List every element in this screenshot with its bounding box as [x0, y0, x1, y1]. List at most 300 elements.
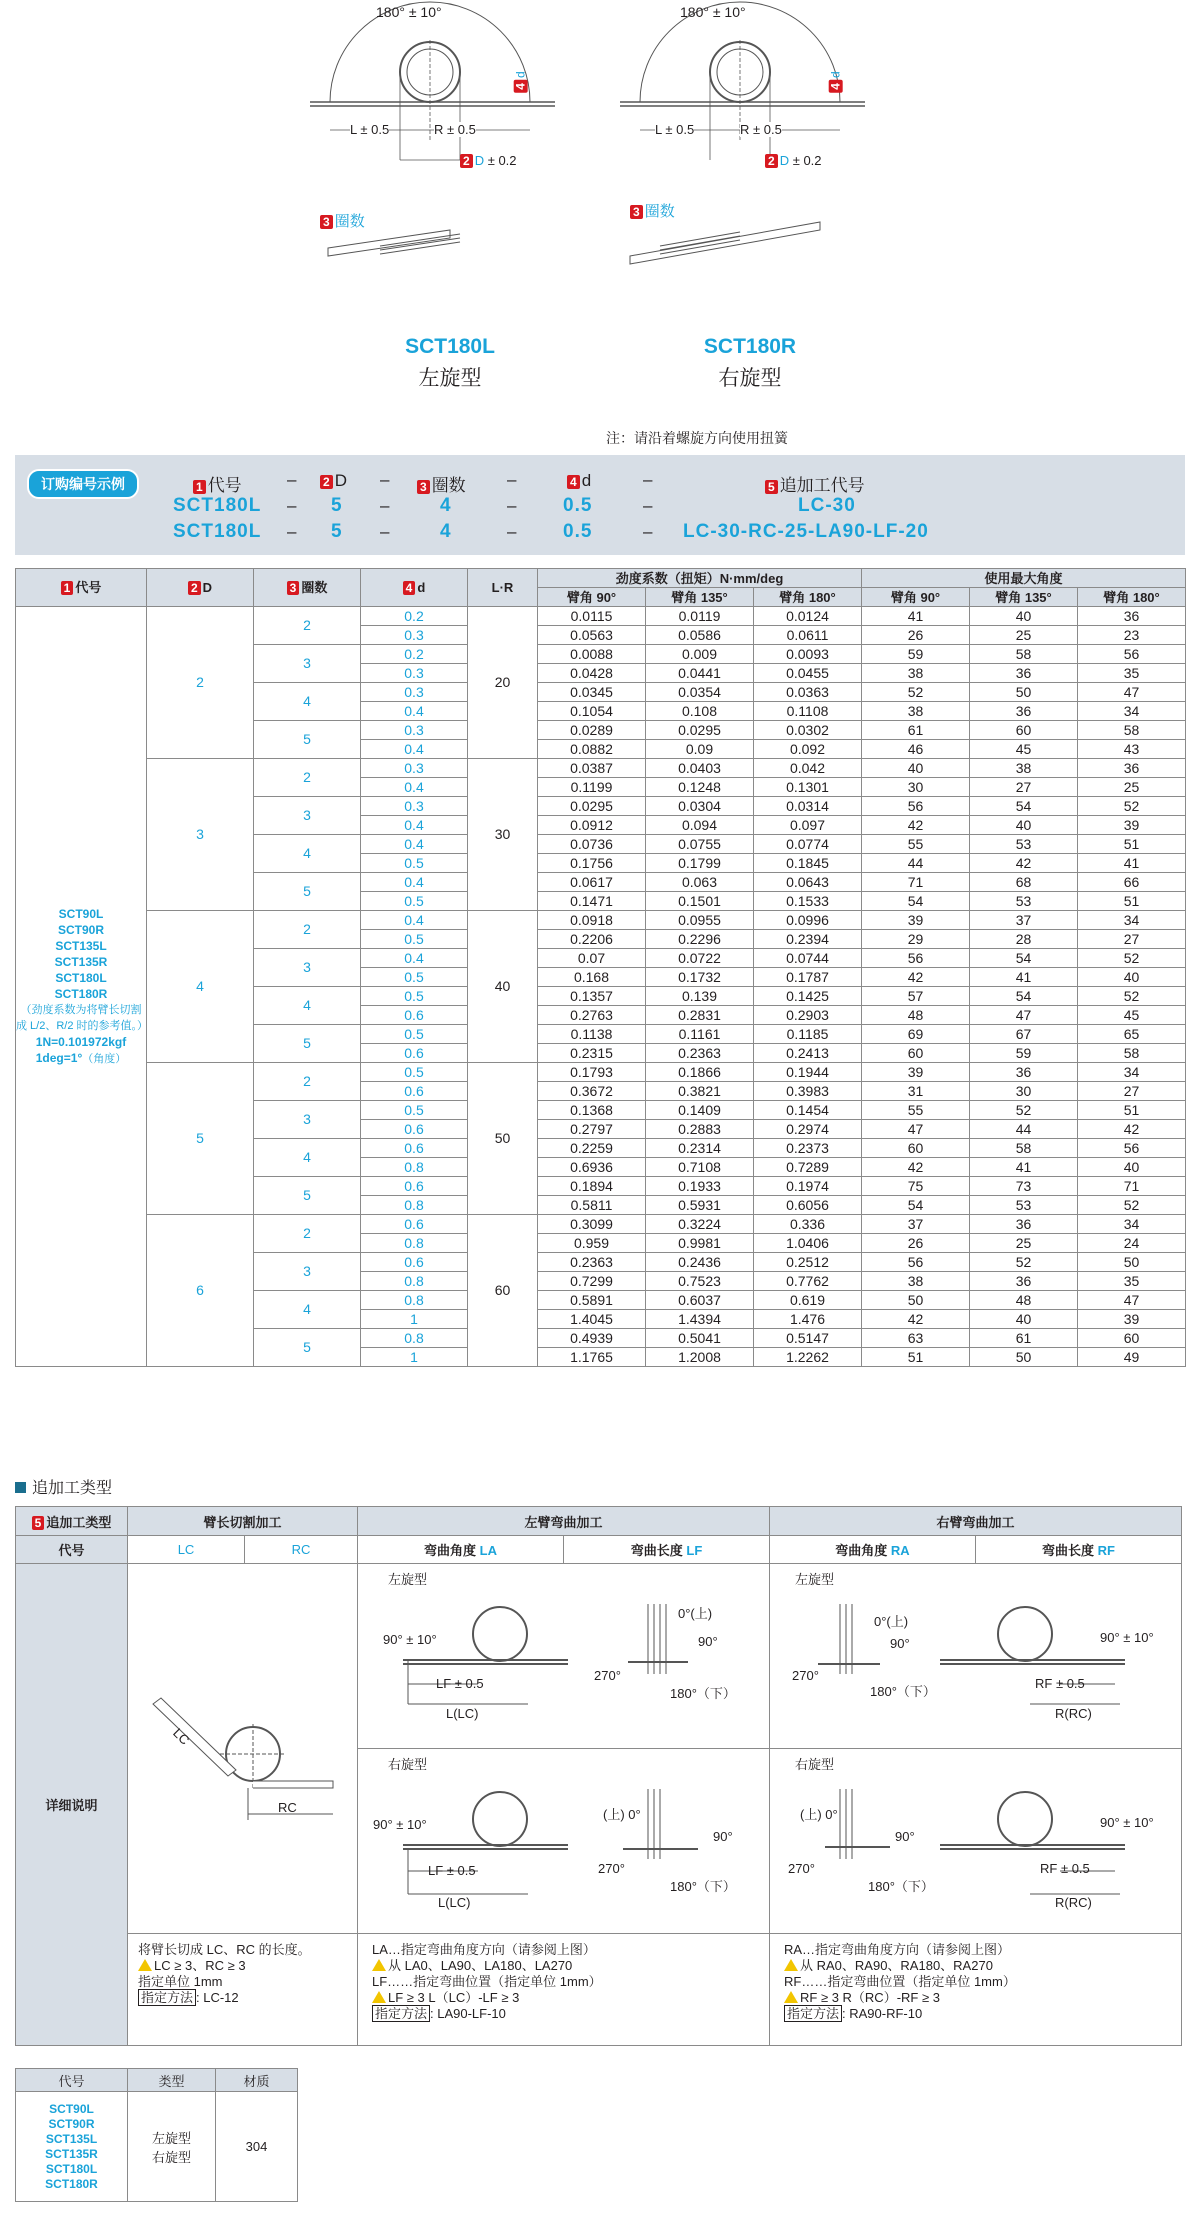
- wire-d-cell: 0.4: [361, 835, 468, 854]
- col-angle-135: 臂角 135°: [970, 588, 1078, 607]
- model-left-type: 左旋型: [418, 367, 482, 390]
- wire-d-cell: 0.8: [361, 1329, 468, 1348]
- max-angle-cell: 30: [970, 1082, 1078, 1101]
- max-angle-cell: 47: [1078, 1291, 1186, 1310]
- wire-d-cell: 0.6: [361, 1120, 468, 1139]
- wire-d-cell: 0.4: [361, 949, 468, 968]
- stiffness-cell: 0.1138: [538, 1025, 646, 1044]
- wire-d-label: 4d: [829, 71, 843, 92]
- stiffness-cell: 0.9981: [646, 1234, 754, 1253]
- max-angle-cell: 34: [1078, 702, 1186, 721]
- max-angle-cell: 39: [862, 911, 970, 930]
- max-angle-cell: 27: [1078, 1082, 1186, 1101]
- max-angle-cell: 59: [862, 645, 970, 664]
- d-outer-tolerance: 2 D ± 0.2: [765, 153, 822, 168]
- stiffness-cell: 0.5811: [538, 1196, 646, 1215]
- max-angle-cell: 30: [862, 778, 970, 797]
- wire-d-cell: 1: [361, 1310, 468, 1329]
- stiffness-cell: 0.0882: [538, 740, 646, 759]
- left-bend-header: 左臂弯曲加工: [358, 1507, 770, 1536]
- stiffness-cell: 0.2315: [538, 1044, 646, 1063]
- order-header-coils: 3 圈数: [417, 471, 466, 496]
- coil-count-cell: 4: [254, 835, 361, 873]
- order-row2-code: SCT180L: [173, 521, 262, 542]
- wire-d-cell: 0.5: [361, 930, 468, 949]
- max-angle-cell: 45: [1078, 1006, 1186, 1025]
- max-angle-cell: 56: [862, 949, 970, 968]
- stiffness-cell: 0.1793: [538, 1063, 646, 1082]
- wire-d-cell: 0.3: [361, 683, 468, 702]
- cut-header: 臂长切割加工: [128, 1507, 358, 1536]
- stiffness-cell: 0.2763: [538, 1006, 646, 1025]
- coil-count-cell: 2: [254, 759, 361, 797]
- max-angle-cell: 50: [970, 683, 1078, 702]
- max-angle-cell: 54: [862, 892, 970, 911]
- stiffness-cell: 0.0441: [646, 664, 754, 683]
- stiffness-cell: 0.09: [646, 740, 754, 759]
- max-angle-cell: 56: [862, 797, 970, 816]
- wire-d-cell: 0.6: [361, 1082, 468, 1101]
- order-example: 订购编号示例 1 代号 2 D 3 圈数 4 d 5 追加工代号 – – – – SCT180L – 5 – 4 – 0.5 – LC-30 SCT180L – 5 – 4 – 0.5 – LC-30-RC-25-LA90-LF-20: [15, 455, 1185, 555]
- max-angle-cell: 71: [1078, 1177, 1186, 1196]
- order-row1-code: SCT180L: [173, 495, 262, 516]
- material-table: [15, 2068, 298, 2202]
- stiffness-cell: 1.1765: [538, 1348, 646, 1367]
- coil-count-cell: 4: [254, 1291, 361, 1329]
- stiffness-cell: 0.0387: [538, 759, 646, 778]
- series-codes-cell: SCT90L SCT90R SCT135L SCT135R SCT180L SCT180R （劲度系数为将臂长切割成 L/2、R/2 时的参考值。） 1N=0.101972kgf 1deg=1°（角度）: [16, 607, 147, 1367]
- stiffness-cell: 0.2363: [646, 1044, 754, 1063]
- stiffness-cell: 0.1471: [538, 892, 646, 911]
- max-angle-cell: 34: [1078, 911, 1186, 930]
- stiffness-cell: 0.2259: [538, 1139, 646, 1158]
- max-angle-cell: 40: [970, 816, 1078, 835]
- coil-count-label: 3 圈数: [320, 210, 365, 231]
- order-row1-coils: 4: [440, 495, 452, 516]
- wire-d-cell: 0.5: [361, 892, 468, 911]
- stiffness-cell: 0.042: [754, 759, 862, 778]
- right-bend-description: RA…指定弯曲角度方向（请参阅上图） 从 RA0、RA90、RA180、RA270 RF……指定弯曲位置（指定单位 1mm） RF ≥ 3 R（RC）-RF ≥ 3 指定方法 : RA90-RF-10: [770, 1934, 1182, 2046]
- max-angle-cell: 51: [862, 1348, 970, 1367]
- stiffness-cell: 0.139: [646, 987, 754, 1006]
- stiffness-cell: 0.0722: [646, 949, 754, 968]
- stiffness-cell: 0.2512: [754, 1253, 862, 1272]
- wire-d-cell: 0.4: [361, 778, 468, 797]
- max-angle-cell: 55: [862, 835, 970, 854]
- stiffness-cell: 0.3099: [538, 1215, 646, 1234]
- outer-d-cell: 6: [147, 1215, 254, 1367]
- max-angle-cell: 52: [970, 1101, 1078, 1120]
- lr-cell: 40: [468, 911, 538, 1063]
- max-angle-cell: 28: [970, 930, 1078, 949]
- max-angle-cell: 52: [1078, 1196, 1186, 1215]
- coil-count-cell: 3: [254, 949, 361, 987]
- order-row1-wire: 0.5: [563, 495, 593, 516]
- stiffness-cell: 0.168: [538, 968, 646, 987]
- max-angle-cell: 44: [970, 1120, 1078, 1139]
- stiffness-cell: 0.3821: [646, 1082, 754, 1101]
- stiffness-cell: 0.0302: [754, 721, 862, 740]
- right-bend-header: 右臂弯曲加工: [770, 1507, 1182, 1536]
- mat-material: 304: [216, 2092, 298, 2202]
- max-angle-cell: 67: [970, 1025, 1078, 1044]
- stiffness-cell: 0.5041: [646, 1329, 754, 1348]
- stiffness-cell: 0.6056: [754, 1196, 862, 1215]
- stiffness-cell: 0.1185: [754, 1025, 862, 1044]
- max-angle-cell: 51: [1078, 835, 1186, 854]
- spec-row: [16, 1063, 1186, 1082]
- stiffness-cell: 0.092: [754, 740, 862, 759]
- stiffness-cell: 0.2903: [754, 1006, 862, 1025]
- max-angle-cell: 73: [970, 1177, 1078, 1196]
- max-angle-cell: 35: [1078, 1272, 1186, 1291]
- stiffness-cell: 0.1054: [538, 702, 646, 721]
- lc-label: LC: [170, 1725, 193, 1748]
- wire-d-cell: 0.4: [361, 702, 468, 721]
- max-angle-cell: 36: [1078, 607, 1186, 626]
- max-angle-cell: 39: [1078, 1310, 1186, 1329]
- lr-cell: 60: [468, 1215, 538, 1367]
- code-rc: RC: [245, 1536, 358, 1564]
- max-angle-cell: 39: [862, 1063, 970, 1082]
- proc-code-label: 代号: [16, 1536, 128, 1564]
- stiffness-cell: 0.1799: [646, 854, 754, 873]
- left-hand-spring-diagram: [290, 0, 590, 300]
- stiffness-cell: 0.0611: [754, 626, 862, 645]
- max-angle-cell: 45: [970, 740, 1078, 759]
- stiffness-cell: 1.4045: [538, 1310, 646, 1329]
- stiffness-cell: 0.2436: [646, 1253, 754, 1272]
- max-angle-cell: 53: [970, 892, 1078, 911]
- stiffness-cell: 0.7299: [538, 1272, 646, 1291]
- max-angle-cell: 50: [862, 1291, 970, 1310]
- max-angle-cell: 36: [1078, 759, 1186, 778]
- max-angle-cell: 37: [970, 911, 1078, 930]
- stiffness-cell: 0.0428: [538, 664, 646, 683]
- stiffness-cell: 0.1368: [538, 1101, 646, 1120]
- stiffness-cell: 0.2413: [754, 1044, 862, 1063]
- stiffness-cell: 0.1787: [754, 968, 862, 987]
- max-angle-cell: 27: [970, 778, 1078, 797]
- max-angle-cell: 52: [1078, 797, 1186, 816]
- max-angle-cell: 37: [862, 1215, 970, 1234]
- max-angle-cell: 52: [970, 1253, 1078, 1272]
- wire-d-cell: 0.5: [361, 854, 468, 873]
- stiffness-cell: 0.063: [646, 873, 754, 892]
- outer-d-cell: 5: [147, 1063, 254, 1215]
- stiffness-cell: 0.0295: [538, 797, 646, 816]
- lr-cell: 20: [468, 607, 538, 759]
- stiffness-cell: 0.0295: [646, 721, 754, 740]
- stiffness-cell: 0.0755: [646, 835, 754, 854]
- max-angle-cell: 71: [862, 873, 970, 892]
- stiffness-cell: 0.0617: [538, 873, 646, 892]
- wire-d-cell: 0.6: [361, 1253, 468, 1272]
- max-angle-cell: 60: [1078, 1329, 1186, 1348]
- col-angle-90: 臂角 90°: [862, 588, 970, 607]
- coil-count-cell: 3: [254, 1253, 361, 1291]
- max-angle-cell: 63: [862, 1329, 970, 1348]
- wire-d-cell: 0.6: [361, 1139, 468, 1158]
- spec-table: [15, 568, 1186, 1367]
- angle-label: 180° ± 10°: [376, 4, 442, 20]
- stiffness-cell: 0.3224: [646, 1215, 754, 1234]
- stiffness-cell: 0.1161: [646, 1025, 754, 1044]
- max-angle-cell: 40: [862, 759, 970, 778]
- order-example-pill: 订购编号示例: [27, 469, 139, 499]
- stiffness-cell: 0.2363: [538, 1253, 646, 1272]
- max-angle-cell: 36: [970, 702, 1078, 721]
- max-angle-cell: 41: [1078, 854, 1186, 873]
- coil-count-cell: 5: [254, 1025, 361, 1063]
- col-stiff-135: 臂角 135°: [646, 588, 754, 607]
- max-angle-cell: 57: [862, 987, 970, 1006]
- wire-d-cell: 0.6: [361, 1006, 468, 1025]
- max-angle-cell: 27: [1078, 930, 1186, 949]
- max-angle-cell: 56: [1078, 1139, 1186, 1158]
- wire-d-cell: 0.3: [361, 797, 468, 816]
- max-angle-cell: 54: [862, 1196, 970, 1215]
- max-angle-cell: 54: [970, 987, 1078, 1006]
- coil-count-cell: 2: [254, 911, 361, 949]
- lr-cell: 50: [468, 1063, 538, 1215]
- max-angle-cell: 35: [1078, 664, 1186, 683]
- max-angle-cell: 42: [862, 968, 970, 987]
- coil-count-cell: 2: [254, 1215, 361, 1253]
- r-tolerance: R ± 0.5: [740, 122, 782, 137]
- stiffness-cell: 0.108: [646, 702, 754, 721]
- spec-row: [16, 911, 1186, 930]
- stiffness-cell: 0.959: [538, 1234, 646, 1253]
- section-title: 追加工类型: [15, 1475, 112, 1498]
- stiffness-cell: 0.1944: [754, 1063, 862, 1082]
- max-angle-cell: 48: [862, 1006, 970, 1025]
- stiffness-cell: 0.1301: [754, 778, 862, 797]
- stiffness-cell: 0.0119: [646, 607, 754, 626]
- stiffness-cell: 0.0088: [538, 645, 646, 664]
- max-angle-cell: 36: [970, 1215, 1078, 1234]
- stiffness-cell: 1.0406: [754, 1234, 862, 1253]
- max-angle-cell: 61: [970, 1329, 1078, 1348]
- stiffness-cell: 0.0304: [646, 797, 754, 816]
- mat-col-code: 代号: [16, 2069, 128, 2092]
- stiffness-cell: 1.2008: [646, 1348, 754, 1367]
- max-angle-cell: 24: [1078, 1234, 1186, 1253]
- max-angle-cell: 26: [862, 1234, 970, 1253]
- max-angle-cell: 34: [1078, 1215, 1186, 1234]
- stiffness-cell: 0.7762: [754, 1272, 862, 1291]
- order-row2-d: 5: [331, 521, 343, 542]
- order-row1-extra: LC-30: [798, 495, 856, 516]
- max-angle-cell: 42: [862, 1310, 970, 1329]
- coil-count-cell: 2: [254, 607, 361, 645]
- stiffness-cell: 0.07: [538, 949, 646, 968]
- stiffness-cell: 0.0403: [646, 759, 754, 778]
- wire-d-cell: 0.8: [361, 1234, 468, 1253]
- left-bend-fig-lh: 左旋型 90° ± 10° LF ± 0.5 L(LC) 0°(上) 90° 270° 180°（下）: [358, 1564, 770, 1749]
- max-angle-cell: 40: [1078, 1158, 1186, 1177]
- max-angle-cell: 54: [970, 797, 1078, 816]
- stiffness-cell: 0.1454: [754, 1101, 862, 1120]
- stiffness-cell: 0.7289: [754, 1158, 862, 1177]
- mat-types: 左旋型 右旋型: [128, 2092, 216, 2202]
- max-angle-cell: 56: [862, 1253, 970, 1272]
- l-tolerance: L ± 0.5: [655, 122, 695, 137]
- max-angle-cell: 38: [862, 664, 970, 683]
- stiffness-cell: 0.1425: [754, 987, 862, 1006]
- stiffness-cell: 0.0354: [646, 683, 754, 702]
- right-hand-spring-diagram: [600, 0, 900, 300]
- max-angle-cell: 31: [862, 1082, 970, 1101]
- max-angle-cell: 25: [970, 1234, 1078, 1253]
- stiffness-cell: 0.0912: [538, 816, 646, 835]
- max-angle-cell: 40: [1078, 968, 1186, 987]
- coil-count-cell: 5: [254, 873, 361, 911]
- stiffness-cell: 0.6936: [538, 1158, 646, 1177]
- coil-count-cell: 4: [254, 683, 361, 721]
- max-angle-cell: 65: [1078, 1025, 1186, 1044]
- wire-d-cell: 0.5: [361, 1063, 468, 1082]
- wire-d-cell: 0.8: [361, 1196, 468, 1215]
- max-angle-cell: 29: [862, 930, 970, 949]
- max-angle-cell: 38: [862, 702, 970, 721]
- stiffness-cell: 0.2797: [538, 1120, 646, 1139]
- rc-label: RC: [278, 1800, 297, 1815]
- usage-note: 注：请沿着螺旋方向使用扭簧: [606, 430, 788, 446]
- model-right-type: 右旋型: [718, 367, 782, 390]
- outer-d-cell: 3: [147, 759, 254, 911]
- wire-d-cell: 0.4: [361, 740, 468, 759]
- max-angle-cell: 36: [970, 1063, 1078, 1082]
- stiffness-cell: 0.5891: [538, 1291, 646, 1310]
- order-header-wire: 4 d: [567, 471, 591, 491]
- stiffness-cell: 0.7523: [646, 1272, 754, 1291]
- stiffness-cell: 0.094: [646, 816, 754, 835]
- wire-d-cell: 0.3: [361, 759, 468, 778]
- stiffness-cell: 0.2394: [754, 930, 862, 949]
- stiffness-cell: 0.1501: [646, 892, 754, 911]
- stiffness-cell: 0.7108: [646, 1158, 754, 1177]
- wire-d-cell: 0.6: [361, 1044, 468, 1063]
- wire-d-cell: 0.2: [361, 607, 468, 626]
- col-stiff-90: 臂角 90°: [538, 588, 646, 607]
- max-angle-cell: 58: [970, 1139, 1078, 1158]
- max-angle-cell: 68: [970, 873, 1078, 892]
- lr-cell: 30: [468, 759, 538, 911]
- order-header-extra: 5 追加工代号: [765, 471, 865, 496]
- wire-d-cell: 0.8: [361, 1272, 468, 1291]
- max-angle-cell: 52: [862, 683, 970, 702]
- max-angle-cell: 59: [970, 1044, 1078, 1063]
- col-d-outer: 2 D: [147, 569, 254, 607]
- max-angle-cell: 66: [1078, 873, 1186, 892]
- outer-d-cell: 2: [147, 607, 254, 759]
- max-angle-cell: 26: [862, 626, 970, 645]
- col-lr: L·R: [468, 569, 538, 607]
- stiffness-cell: 0.0918: [538, 911, 646, 930]
- stiffness-cell: 0.0345: [538, 683, 646, 702]
- wire-d-cell: 0.3: [361, 664, 468, 683]
- wire-d-cell: 0.8: [361, 1291, 468, 1310]
- spec-row: [16, 759, 1186, 778]
- max-angle-cell: 60: [862, 1044, 970, 1063]
- right-bend-fig-lh: 左旋型 0°(上) 90° 270° 180°（下） 90° ± 10° RF ± 0.5 R(RC): [770, 1564, 1182, 1749]
- coil-count-cell: 4: [254, 987, 361, 1025]
- max-angle-cell: 69: [862, 1025, 970, 1044]
- spec-row: [16, 607, 1186, 626]
- max-angle-cell: 75: [862, 1177, 970, 1196]
- max-angle-cell: 38: [862, 1272, 970, 1291]
- stiffness-cell: 1.4394: [646, 1310, 754, 1329]
- stiffness-cell: 0.0093: [754, 645, 862, 664]
- l-tolerance: L ± 0.5: [350, 122, 390, 137]
- max-angle-cell: 51: [1078, 892, 1186, 911]
- wire-d-cell: 1: [361, 1348, 468, 1367]
- stiffness-cell: 0.0586: [646, 626, 754, 645]
- stiffness-cell: 0.5147: [754, 1329, 862, 1348]
- stiffness-cell: 0.3983: [754, 1082, 862, 1101]
- stiffness-cell: 0.2296: [646, 930, 754, 949]
- model-right: SCT180R: [703, 335, 797, 358]
- stiffness-cell: 0.1732: [646, 968, 754, 987]
- max-angle-cell: 56: [1078, 645, 1186, 664]
- max-angle-cell: 52: [1078, 949, 1186, 968]
- max-angle-cell: 52: [1078, 987, 1186, 1006]
- max-angle-cell: 25: [1078, 778, 1186, 797]
- code-lc: LC: [128, 1536, 245, 1564]
- stiffness-cell: 0.2883: [646, 1120, 754, 1139]
- order-row2-wire: 0.5: [563, 521, 593, 542]
- coil-count-cell: 5: [254, 1329, 361, 1367]
- proc-type-header: 5 追加工类型: [16, 1507, 128, 1536]
- max-angle-cell: 41: [970, 1158, 1078, 1177]
- max-angle-cell: 42: [970, 854, 1078, 873]
- stiffness-cell: 0.1866: [646, 1063, 754, 1082]
- stiffness-cell: 0.0955: [646, 911, 754, 930]
- max-angle-cell: 54: [970, 949, 1078, 968]
- wire-d-cell: 0.3: [361, 626, 468, 645]
- max-angle-cell: 41: [970, 968, 1078, 987]
- max-angle-cell: 43: [1078, 740, 1186, 759]
- max-angle-cell: 60: [970, 721, 1078, 740]
- cut-description: 将臂长切成 LC、RC 的长度。 LC ≥ 3、RC ≥ 3 指定单位 1mm 指定方法 : LC-12: [128, 1934, 358, 2046]
- stiffness-cell: 0.2206: [538, 930, 646, 949]
- left-bend-description: LA…指定弯曲角度方向（请参阅上图） 从 LA0、LA90、LA180、LA270 LF……指定弯曲位置（指定单位 1mm） LF ≥ 3 L（LC）-LF ≥ 3 指定方法 : LA90-LF-10: [358, 1934, 770, 2046]
- max-angle-cell: 42: [1078, 1120, 1186, 1139]
- col-stiff-180: 臂角 180°: [754, 588, 862, 607]
- coil-count-cell: 4: [254, 1139, 361, 1177]
- max-angle-cell: 41: [862, 607, 970, 626]
- col-code: 1 代号: [16, 569, 147, 607]
- mat-col-type: 类型: [128, 2069, 216, 2092]
- max-angle-cell: 47: [862, 1120, 970, 1139]
- d-outer-tolerance: 2 D ± 0.2: [460, 153, 517, 168]
- col-stiffness: 劲度系数（扭矩）N·mm/deg: [538, 569, 862, 588]
- stiffness-cell: 0.0996: [754, 911, 862, 930]
- wire-d-cell: 0.5: [361, 1025, 468, 1044]
- stiffness-cell: 0.1108: [754, 702, 862, 721]
- code-rf: 弯曲长度 RF: [976, 1536, 1182, 1564]
- coil-count-cell: 3: [254, 645, 361, 683]
- left-bend-fig-rh: 右旋型 90° ± 10° LF ± 0.5 L(LC) (上) 0° 90° 270° 180°（下）: [358, 1749, 770, 1934]
- stiffness-cell: 1.2262: [754, 1348, 862, 1367]
- stiffness-cell: 0.2373: [754, 1139, 862, 1158]
- stiffness-cell: 0.1199: [538, 778, 646, 797]
- max-angle-cell: 42: [862, 816, 970, 835]
- stiffness-cell: 0.097: [754, 816, 862, 835]
- coil-count-label: 3 圈数: [630, 200, 675, 221]
- wire-d-cell: 0.5: [361, 987, 468, 1006]
